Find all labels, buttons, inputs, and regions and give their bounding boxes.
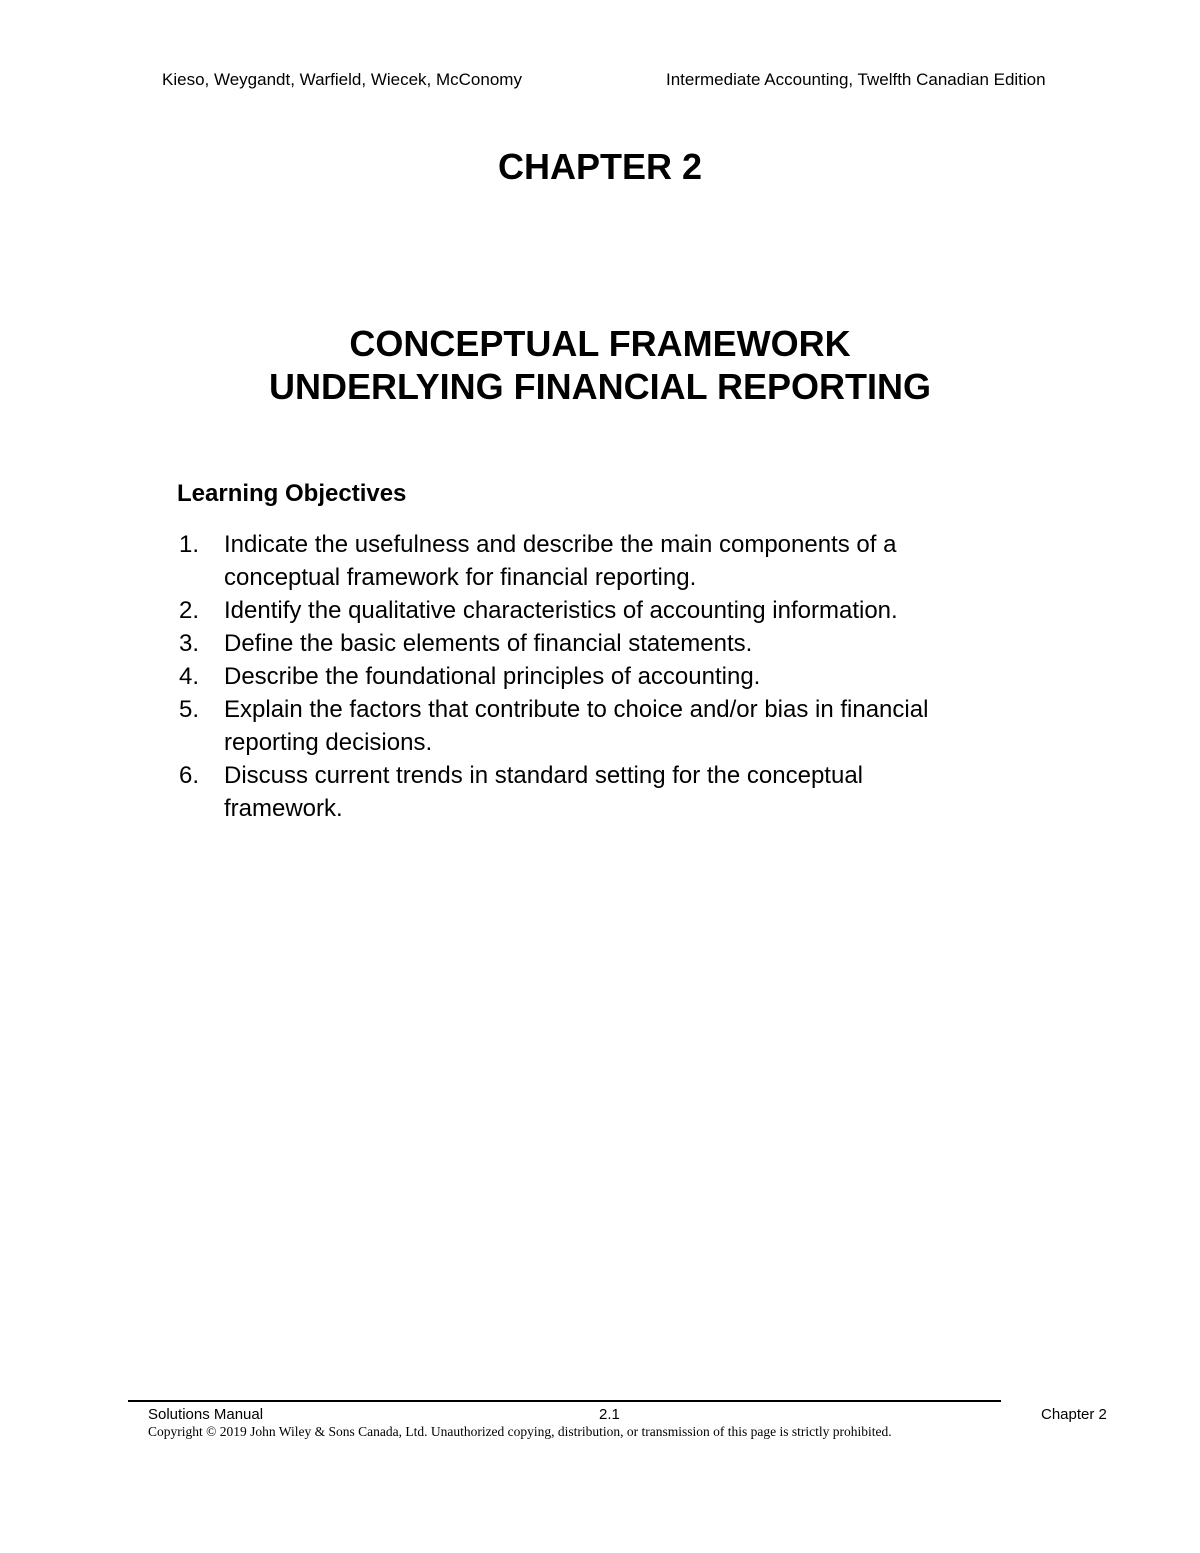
objective-item-4 [177,660,997,693]
objective-item-1 [177,528,997,594]
learning-objectives-list [177,528,997,825]
objective-item-2 [177,594,997,627]
header-authors: Kieso, Weygandt, Warfield, Wiecek, McConomy [162,70,522,89]
footer-manual-label: Solutions Manual [148,1406,264,1423]
footer-page-number: 2.1 [599,1406,620,1423]
chapter-label: CHAPTER 2 [497,146,703,187]
objective-text: Explain the factors that contribute to choice and/or bias in financial reporting decisions. [224,696,929,756]
objective-number: 6. [179,762,200,789]
footer-chapter-label: Chapter 2 [1041,1406,1107,1423]
objective-item-6 [177,759,997,825]
objective-item-3 [177,627,997,660]
footer-copyright: Copyright © 2019 John Wiley & Sons Canada, Ltd. Unauthorized copying, distribution, or transmission of this page is strictly prohibited. [148,1424,892,1439]
objective-number: 4. [179,663,200,690]
objective-number: 3. [179,630,200,657]
chapter-title-line-2: UNDERLYING FINANCIAL REPORTING [268,366,932,407]
objective-text: Describe the foundational principles of accounting. [224,663,761,690]
objective-text: Discuss current trends in standard setting for the conceptual framework. [224,762,863,822]
objective-item-5 [177,693,997,759]
chapter-title-line-1: CONCEPTUAL FRAMEWORK [349,323,851,364]
header-book-title: Intermediate Accounting, Twelfth Canadian Edition [666,70,1046,89]
objective-number: 2. [179,597,200,624]
objective-number: 5. [179,696,200,723]
objective-text: Identify the qualitative characteristics of accounting information. [224,597,898,624]
footer-divider [128,1400,1001,1402]
objective-text: Indicate the usefulness and describe the main components of a conceptual framework for financial reporting. [224,531,897,591]
objective-text: Define the basic elements of financial statements. [224,630,753,657]
objective-number: 1. [179,531,200,558]
learning-objectives-heading: Learning Objectives [177,480,407,507]
chapter-title [0,322,1200,408]
